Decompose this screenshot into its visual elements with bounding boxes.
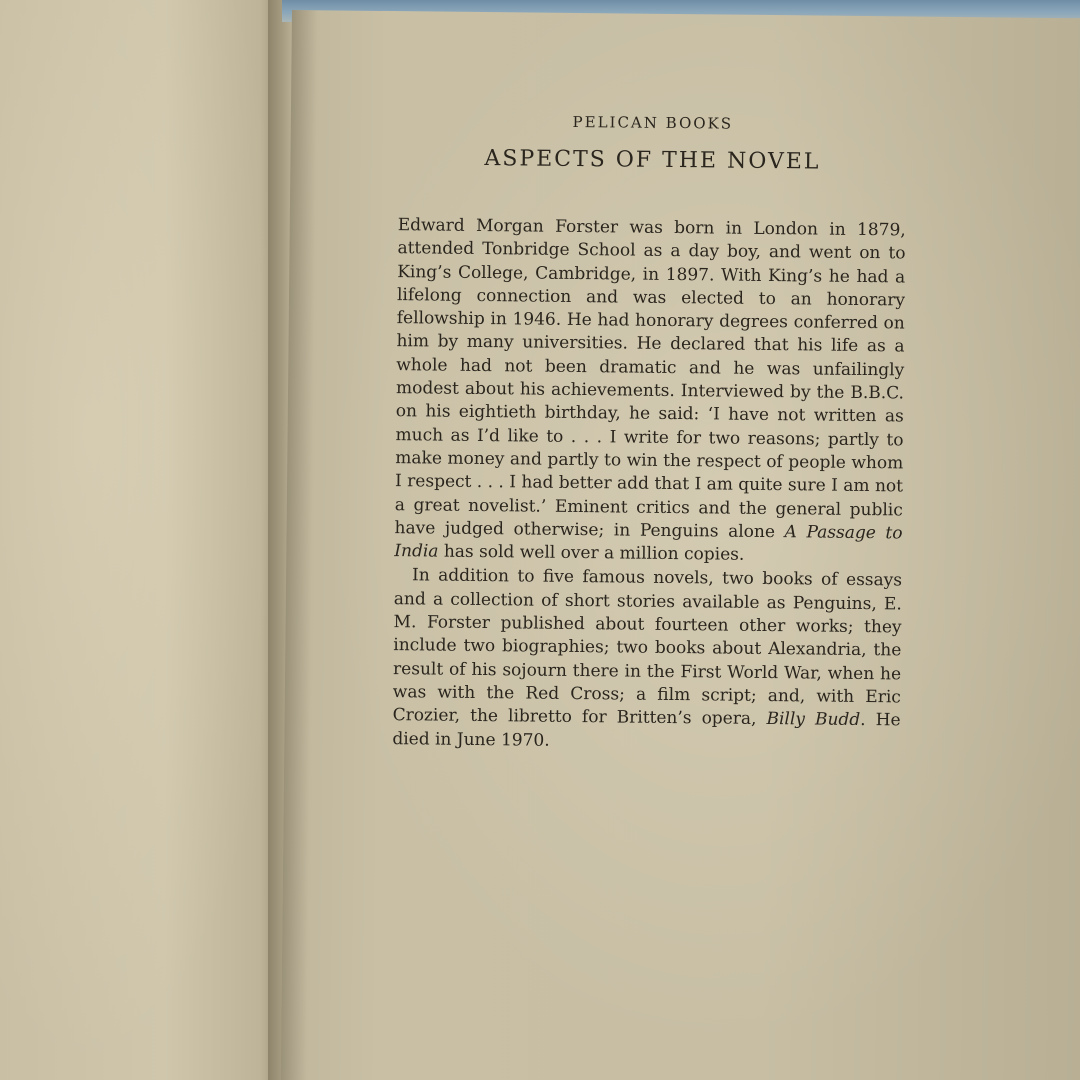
paragraph-2-text-a: In addition to five famous novels, two books of essays and a collection of short stories available as Penguins, E. M. Forster published about fourteen other works; they include two biographies; two books about Alexandria, the result of his sojourn there in the First World War, when he was with the Red Cross; a film script; and, with Eric Crozier, the libretto for Britten’s opera,: [392, 565, 903, 730]
biography-paragraph-1: [394, 214, 906, 569]
biography-paragraph-2: [392, 565, 902, 757]
paragraph-1-text-a: Edward Morgan Forster was born in London in 1879, attended Tonbridge School as a day boy, and went on to King’s College, Cambridge, in 1897. With King’s he had a lifelong connection and was elected to an honorary fellowship in 1946. He had honorary degrees conferred on him by many universities. He declared that his life as a whole had not been dramatic and he was unfailingly modest about his achievements. Interviewed by the B.B.C. on his eightieth birthday, he said: ‘I have not written as much as I’d like to . . . I write for two reasons; partly to make money and partly to win the respect of people whom I respect . . . I had better add that I am quite sure I am not a great novelist.’ Eminent critics and the general public have judged otherwise; in Penguins alone: [394, 215, 906, 543]
book-title-italic-passage: A Passage to India: [394, 522, 903, 562]
series-name: PELICAN BOOKS: [572, 112, 734, 133]
paragraph-1-text-b: has sold well over a million copies.: [438, 541, 745, 565]
book-title: ASPECTS OF THE NOVEL: [484, 146, 821, 175]
left-page: [0, 0, 300, 1080]
right-page: [281, 10, 1080, 1080]
page-text-block: [392, 111, 907, 756]
paragraph-2-text-b: . He died in June 1970.: [392, 710, 901, 751]
opera-title-italic: Billy Budd: [766, 709, 861, 731]
